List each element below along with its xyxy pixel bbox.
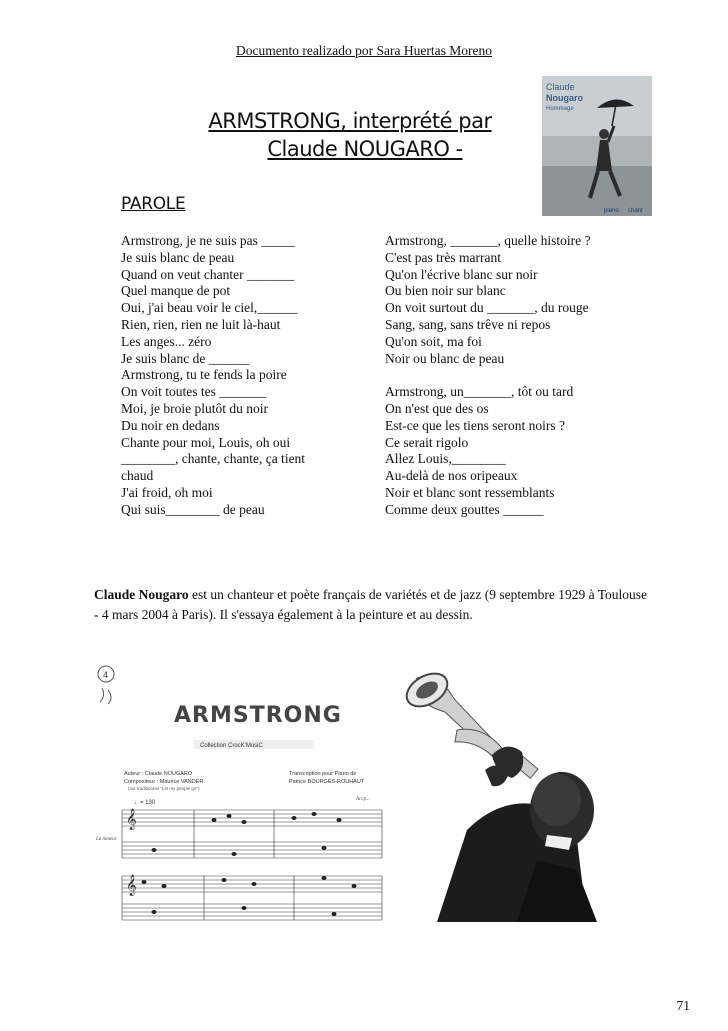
stanza-gap [385, 367, 590, 384]
sheet-composer-note: (sur traditionnel "Let my people go") [128, 786, 200, 791]
lyric-line: Est-ce que les tiens seront noirs ? [385, 417, 565, 433]
cover-artist-line1: Claude [546, 82, 575, 92]
lyric-line: Au-delà de nos oripeaux [385, 468, 518, 484]
lyric-line: Armstrong, je ne suis pas _____ [121, 233, 295, 248]
lyric-line: Armstrong, _______, quelle histoire ? [385, 233, 591, 248]
lyric-line: Qui suis________ de peau [121, 501, 265, 517]
cover-artist-line2: Nougaro [546, 93, 583, 103]
lyric-line: Qu'on soit, ma foi [385, 333, 482, 349]
sheet-marking: Accp... [356, 797, 370, 802]
lyric-line: Moi, je broie plutôt du noir [121, 400, 268, 416]
lyric-line: Quel manque de pot [121, 283, 231, 299]
cover-footer-left: piano [604, 208, 619, 214]
biography-paragraph [94, 585, 654, 625]
bio-name: Claude Nougaro [94, 587, 189, 602]
lyric-line: Je suis blanc de peau [121, 249, 235, 265]
sheet-music-image [94, 660, 384, 922]
lyric-line: On voit surtout du _______, du rouge [385, 300, 589, 316]
song-title-line1: ARMSTRONG, interprété par [208, 109, 492, 133]
lyric-line: J'ai froid, oh moi [121, 484, 213, 500]
lyric-line: Rien, rien, rien ne luit là-haut [121, 316, 281, 332]
lyric-line: Qu'on l'écrive blanc sur noir [385, 266, 538, 282]
lyric-line: Noir et blanc sont ressemblants [385, 484, 555, 500]
lyric-line: Ce serait rigolo [385, 434, 469, 450]
lyric-line: Du noir en dedans [121, 417, 220, 433]
lyric-line: Ou bien noir sur blanc [385, 283, 506, 299]
header-text: Documento realizado por Sara Huertas Moreno [235, 43, 493, 58]
lyric-line: chaud [121, 468, 154, 484]
lyric-line: Armstrong, un_______, tôt ou tard [385, 384, 574, 400]
section-label-parole: PAROLE [121, 194, 186, 214]
sheet-composer: Compositeur : Maurice VANDER [124, 779, 204, 785]
lyric-line: On n'est que des os [385, 400, 489, 416]
sheet-title: ARMSTRONG [174, 703, 342, 728]
page-number: 71 [676, 998, 690, 1013]
lyric-line: Quand on veut chanter _______ [121, 266, 295, 282]
cover-subtitle: Hommage [546, 106, 574, 112]
lyric-line: Les anges... zéro [121, 333, 212, 349]
song-title [140, 107, 560, 163]
sheet-collection: Collection CrocK'MusiC [200, 743, 263, 749]
sheet-key: La mineur [96, 837, 117, 842]
bio-text: est un chanteur et poète français de variétés et de jazz (9 septembre 1929 à Toulouse - 4 mars 2004 à Paris). Il s'essaya également à la peinture et au dessin. [94, 587, 648, 622]
lyric-line: Je suis blanc de ______ [121, 350, 250, 366]
lyrics-right-column [385, 233, 590, 519]
sheet-transcription1: Transcription pour Piano de [289, 771, 357, 777]
lyric-line: Oui, j'ai beau voir le ciel,______ [121, 300, 298, 316]
lyrics-left-column [121, 233, 305, 519]
page-header [0, 43, 728, 59]
sheet-author: Auteur : Claude NOUGARO [124, 771, 193, 777]
lyric-line: Armstrong, tu te fends la poire [121, 367, 287, 383]
lyric-line: Noir ou blanc de peau [385, 350, 505, 366]
lyric-line: On voit toutes tes _______ [121, 384, 267, 400]
lyric-line: Sang, sang, sans trêve ni repos [385, 316, 551, 332]
lyric-line: Chante pour moi, Louis, oh oui [121, 434, 291, 450]
lyric-line: Comme deux gouttes ______ [385, 501, 544, 517]
sheet-transcription2: Patrice BOURGÈS-ROUHAUT [289, 779, 365, 785]
trumpet-player-photo [397, 660, 629, 922]
svg-text:𝄞: 𝄞 [126, 875, 137, 896]
sheet-tempo: ♩= 130 [134, 800, 156, 806]
song-title-line2: Claude NOUGARO - [267, 137, 463, 161]
cover-footer-right: chant [628, 208, 643, 214]
lyric-line: ________, chante, chante, ça tient [121, 451, 306, 467]
lyric-line: C'est pas très marrant [385, 249, 502, 265]
svg-text:𝄞: 𝄞 [126, 809, 137, 830]
sheet-number: 4 [103, 670, 109, 680]
lyric-line: Allez Louis,________ [385, 451, 506, 467]
